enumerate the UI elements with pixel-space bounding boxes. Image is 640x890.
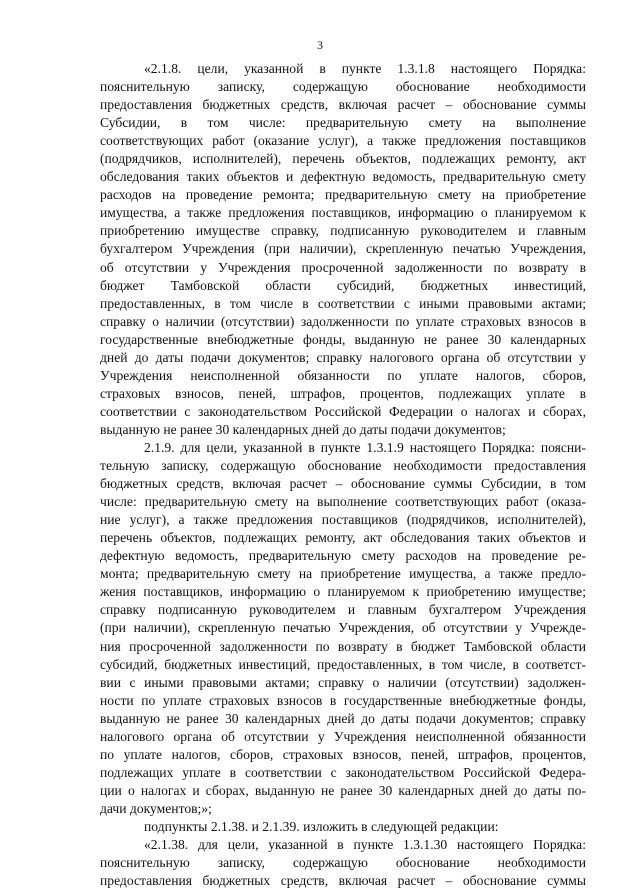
text-line: дефектную ведомость, предварительную смету расходов на проведение ре- bbox=[100, 548, 586, 564]
text-line: справку подписанную руководителем и главным бухгалтером Учреждения bbox=[100, 602, 586, 618]
text-line: тельную записку, содержащую обоснование необходимости предоставления bbox=[100, 458, 586, 474]
text-line: 2.1.9. для цели, указанной в пункте 1.3.1.9 настоящего Порядка: поясни- bbox=[144, 439, 586, 455]
text-line: имущества, а также предложения поставщиков, информацию о планируемом к bbox=[100, 205, 586, 221]
text-line: «2.1.38. для цели, указанной в пункте 1.3.1.30 настоящего Порядка: bbox=[144, 837, 586, 853]
text-line: дней до даты подачи документов; справку налогового органа об отсутствии у bbox=[100, 349, 586, 365]
text-line: предоставленных, в том числе в соответствии с иными правовыми актами; bbox=[100, 295, 586, 311]
text-line: бюджетных средств, включая расчет – обоснование суммы Субсидии, в том bbox=[100, 476, 586, 492]
text-line: жения поставщиков, информацию о планируемом к приобретению имуществе; bbox=[100, 584, 586, 600]
text-line: монта; предварительную смету на приобретение имущества, а также предло- bbox=[100, 566, 586, 582]
text-line: государственные внебюджетные фонды, выданную не ранее 30 календарных bbox=[100, 331, 586, 347]
text-line: об отсутствии у Учреждения просроченной задолженности по возврату в bbox=[100, 259, 586, 275]
text-line: пояснительную записку, содержащую обоснование необходимости bbox=[100, 855, 586, 871]
text-line: выданную не ранее 30 календарных дней до даты подачи документов; bbox=[100, 421, 506, 437]
text-line: перечень объектов, подлежащих ремонту, акт обследования таких объектов и bbox=[100, 530, 586, 546]
text-line: ние услуг), а также предложения поставщиков (подрядчиков, исполнителей), bbox=[100, 512, 586, 528]
text-line: соответствующих работ (оказание услуг), а также предложения поставщиков bbox=[100, 133, 586, 149]
text-line: приобретению имуществе справку, подписанную руководителем и главным bbox=[100, 223, 586, 239]
text-line: предоставления бюджетных средств, включая расчет – обоснование суммы bbox=[100, 873, 586, 889]
text-line: обследования таких объектов и дефектную ведомость, предварительную смету bbox=[100, 169, 586, 185]
text-line: выданную не ранее 30 календарных дней до даты подачи документов; справку bbox=[100, 710, 586, 726]
text-line: расходов на проведение ремонта; предварительную смету на приобретение bbox=[100, 187, 586, 203]
document-body bbox=[100, 60, 586, 890]
text-line: (подрядчиков, исполнителей), перечень объектов, подлежащих ремонту, акт bbox=[100, 151, 586, 167]
text-line: налогового органа об отсутствии у Учреждения неисполненной обязанности bbox=[100, 728, 586, 744]
text-line: числе: предварительную смету на выполнение соответствующих работ (оказа- bbox=[100, 494, 586, 510]
text-line: субсидий, бюджетных инвестиций, предоставленных, в том числе, в соответст- bbox=[100, 656, 586, 672]
text-line: ния просроченной задолженности по возврату в бюджет Тамбовской области bbox=[100, 638, 586, 654]
text-line: предоставления бюджетных средств, включая расчет – обоснование суммы bbox=[100, 97, 586, 113]
text-line: Учреждения неисполненной обязанности по уплате налогов, сборов, bbox=[100, 367, 586, 383]
text-line: (при наличии), скрепленную печатью Учреждения, об отсутствии у Учрежде- bbox=[100, 620, 586, 636]
text-line: страховых взносов, пеней, штрафов, процентов, подлежащих уплате в bbox=[100, 385, 586, 401]
text-line: бухгалтером Учреждения (при наличии), скрепленную печатью Учреждения, bbox=[100, 241, 586, 257]
text-line: подпункты 2.1.38. и 2.1.39. изложить в следующей редакции: bbox=[144, 818, 499, 834]
text-line: пояснительную записку, содержащую обоснование необходимости bbox=[100, 79, 586, 95]
text-line: дачи документов;»; bbox=[100, 800, 212, 816]
text-line: по уплате налогов, сборов, страховых взносов, пеней, штрафов, процентов, bbox=[100, 746, 586, 762]
text-line: Субсидии, в том числе: предварительную смету на выполнение bbox=[100, 115, 586, 131]
text-line: соответствии с законодательством Российской Федерации о налогах и сборах, bbox=[100, 403, 586, 419]
text-line: подлежащих уплате в соответствии с законодательством Российской Федера- bbox=[100, 764, 586, 780]
text-line: справку о наличии (отсутствии) задолженности по уплате страховых взносов в bbox=[100, 313, 586, 329]
text-line: ности по уплате страховых взносов в государственные внебюджетные фонды, bbox=[100, 692, 586, 708]
text-line: вии с иными правовыми актами; справку о наличии (отсутствии) задолжен- bbox=[100, 674, 586, 690]
text-line: ции о налогах и сборах, выданную не ранее 30 календарных дней до даты по- bbox=[100, 782, 586, 798]
text-line: «2.1.8. цели, указанной в пункте 1.3.1.8 настоящего Порядка: bbox=[144, 61, 586, 76]
page-number: 3 bbox=[317, 38, 323, 52]
text-line: бюджет Тамбовской области субсидий, бюджетных инвестиций, bbox=[100, 277, 586, 293]
